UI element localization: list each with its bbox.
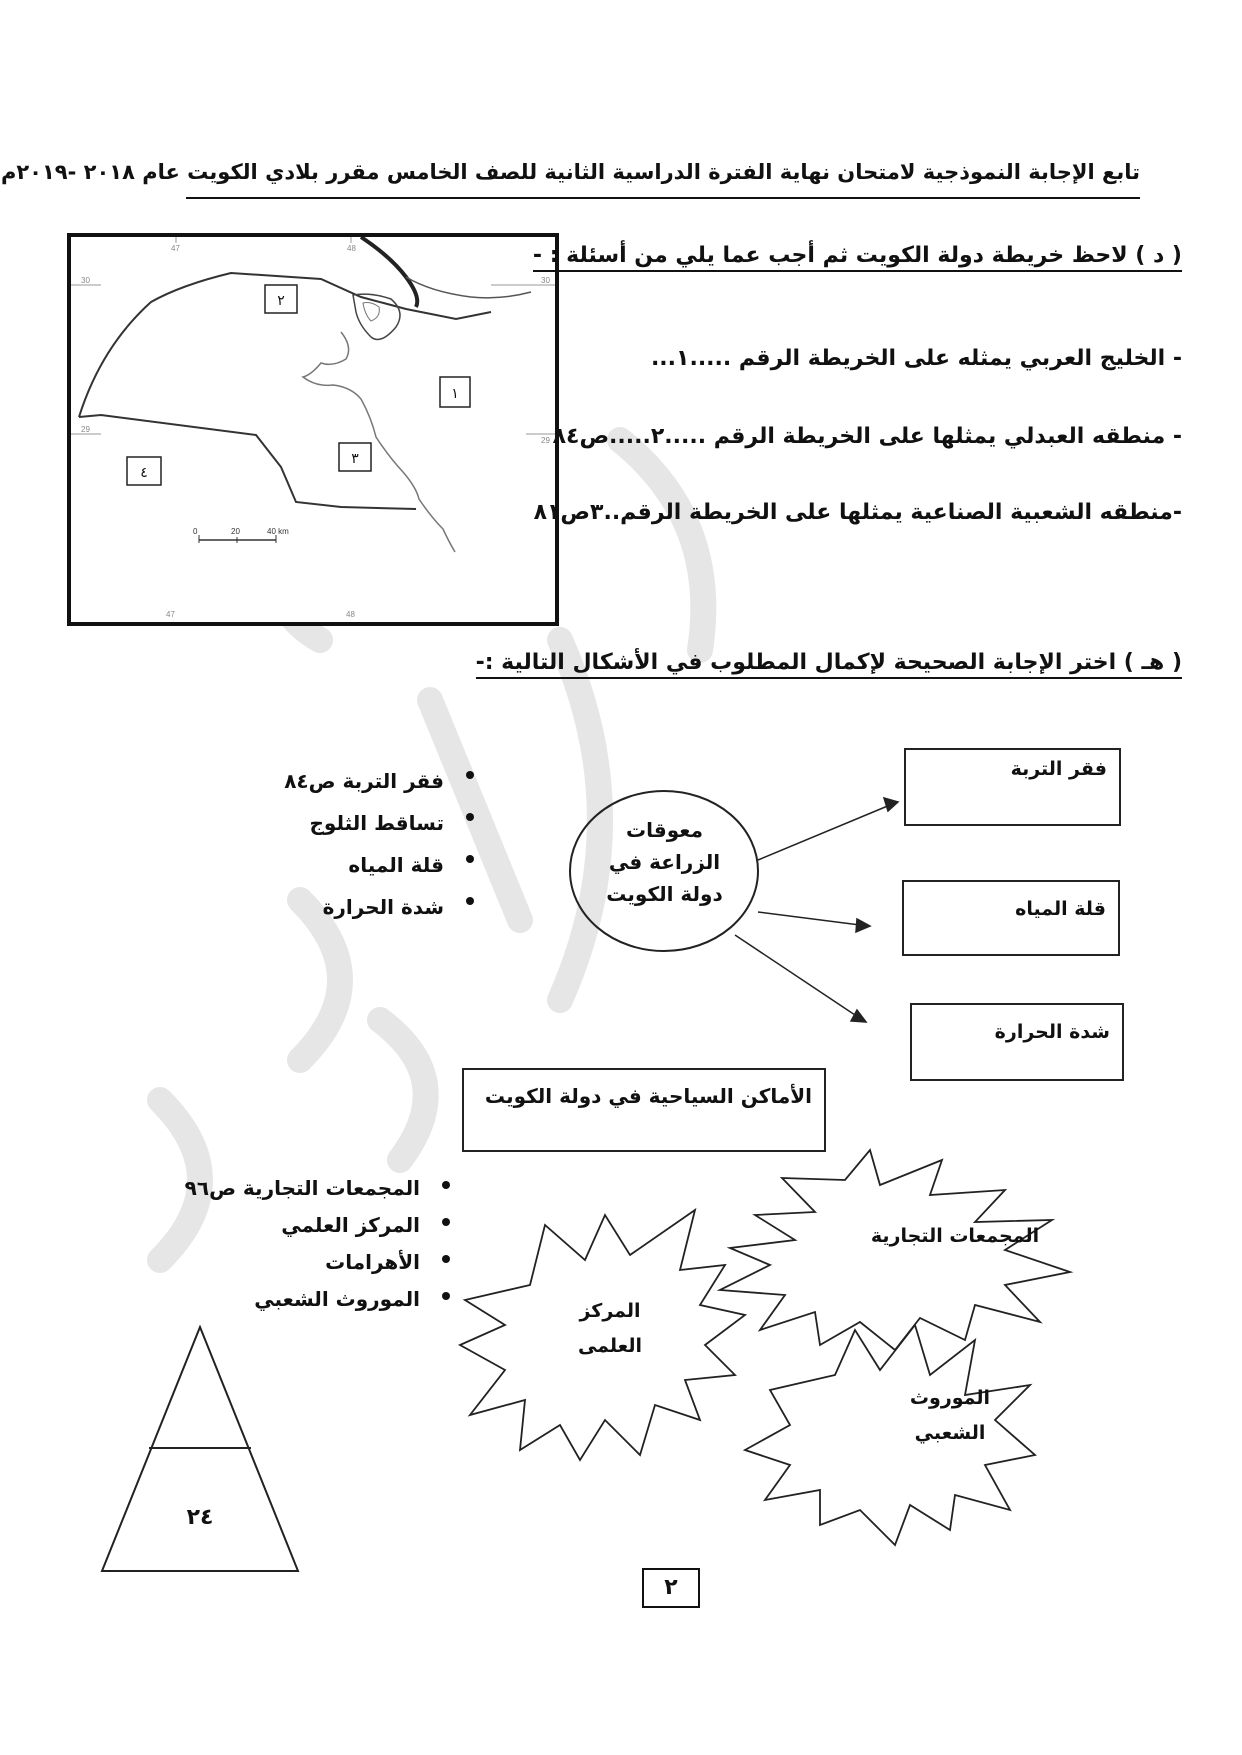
map-tick-left-upper: 30 bbox=[81, 276, 90, 285]
map-tick-bottom-left: 47 bbox=[166, 610, 175, 619]
map-tick-left-lower: 29 bbox=[81, 425, 90, 434]
center-line-1: معوقات bbox=[626, 818, 703, 842]
map-tick-right-upper: 30 bbox=[541, 276, 550, 285]
map-tick-bottom-right: 48 bbox=[346, 610, 355, 619]
option-text: قلة المياه bbox=[348, 853, 444, 877]
tourism-title-box: الأماكن السياحية في دولة الكويت bbox=[462, 1068, 826, 1152]
section-d-answer-2: - منطقه العبدلي يمثلها على الخريطة الرقم .....٢.....ص٨٤ bbox=[552, 424, 1182, 449]
map-tick-top-right: 48 bbox=[347, 244, 356, 253]
map-scale-mid: 20 bbox=[231, 527, 240, 536]
star-heritage-line-2: الشعبي bbox=[914, 1422, 986, 1444]
map-box-4: ٤ bbox=[140, 465, 148, 481]
option-text: المركز العلمي bbox=[281, 1213, 420, 1237]
option-text: فقر التربة ص٨٤ bbox=[284, 769, 444, 793]
map-scale-zero: 0 bbox=[193, 527, 198, 536]
map-box-2: ٢ bbox=[277, 293, 285, 309]
center-line-2: الزراعة في bbox=[608, 850, 721, 874]
map-scale-end: 40 km bbox=[267, 527, 289, 536]
map-tick-right-lower: 29 bbox=[541, 436, 550, 445]
answer-box-water: قلة المياه bbox=[902, 880, 1120, 956]
page-number: ٢ bbox=[642, 1568, 700, 1608]
option-text: تساقط الثلوج bbox=[309, 811, 444, 835]
center-line-3: دولة الكويت bbox=[606, 882, 723, 906]
section-d-answer-1: - الخليج العربي يمثله على الخريطة الرقم .....١... bbox=[650, 346, 1182, 371]
score-value: ٢٤ bbox=[186, 1505, 214, 1530]
answer-box-heat: شدة الحرارة bbox=[910, 1003, 1124, 1081]
option-text: المجمعات التجارية ص٩٦ bbox=[184, 1176, 420, 1200]
star-malls-label: المجمعات التجارية bbox=[870, 1225, 1040, 1247]
map-box-1: ١ bbox=[451, 386, 459, 402]
option-text: الأهرامات bbox=[325, 1250, 420, 1274]
map-box-3: ٣ bbox=[351, 451, 359, 467]
map-tick-top-left: 47 bbox=[171, 244, 180, 253]
score-pyramid bbox=[100, 1325, 300, 1573]
section-d-heading: ( د ) لاحظ خريطة دولة الكويت ثم أجب عما يلي من أسئلة : - bbox=[533, 243, 1182, 272]
star-heritage-line-1: الموروث bbox=[909, 1387, 991, 1409]
star-science-line-1: المركز bbox=[579, 1300, 641, 1322]
option-text: شدة الحرارة bbox=[322, 895, 444, 919]
page-header-title: تابع الإجابة النموذجية لامتحان نهاية الفترة الدراسية الثانية للصف الخامس مقرر بلادي الكويت عام ٢٠١٨ -٢٠١٩م bbox=[0, 160, 1140, 184]
answer-box-soil: فقر التربة bbox=[904, 748, 1121, 826]
star-science-line-2: العلمى bbox=[577, 1335, 643, 1357]
section-h-heading: ( هـ ) اختر الإجابة الصحيحة لإكمال المطلوب في الأشكال التالية :- bbox=[476, 650, 1182, 679]
option-text: الموروث الشعبي bbox=[254, 1287, 420, 1311]
section-d-answer-3: -منطقه الشعبية الصناعية يمثلها على الخريطة الرقم..٣ص٨١ bbox=[533, 500, 1182, 525]
star-malls-shape bbox=[720, 1150, 1070, 1350]
